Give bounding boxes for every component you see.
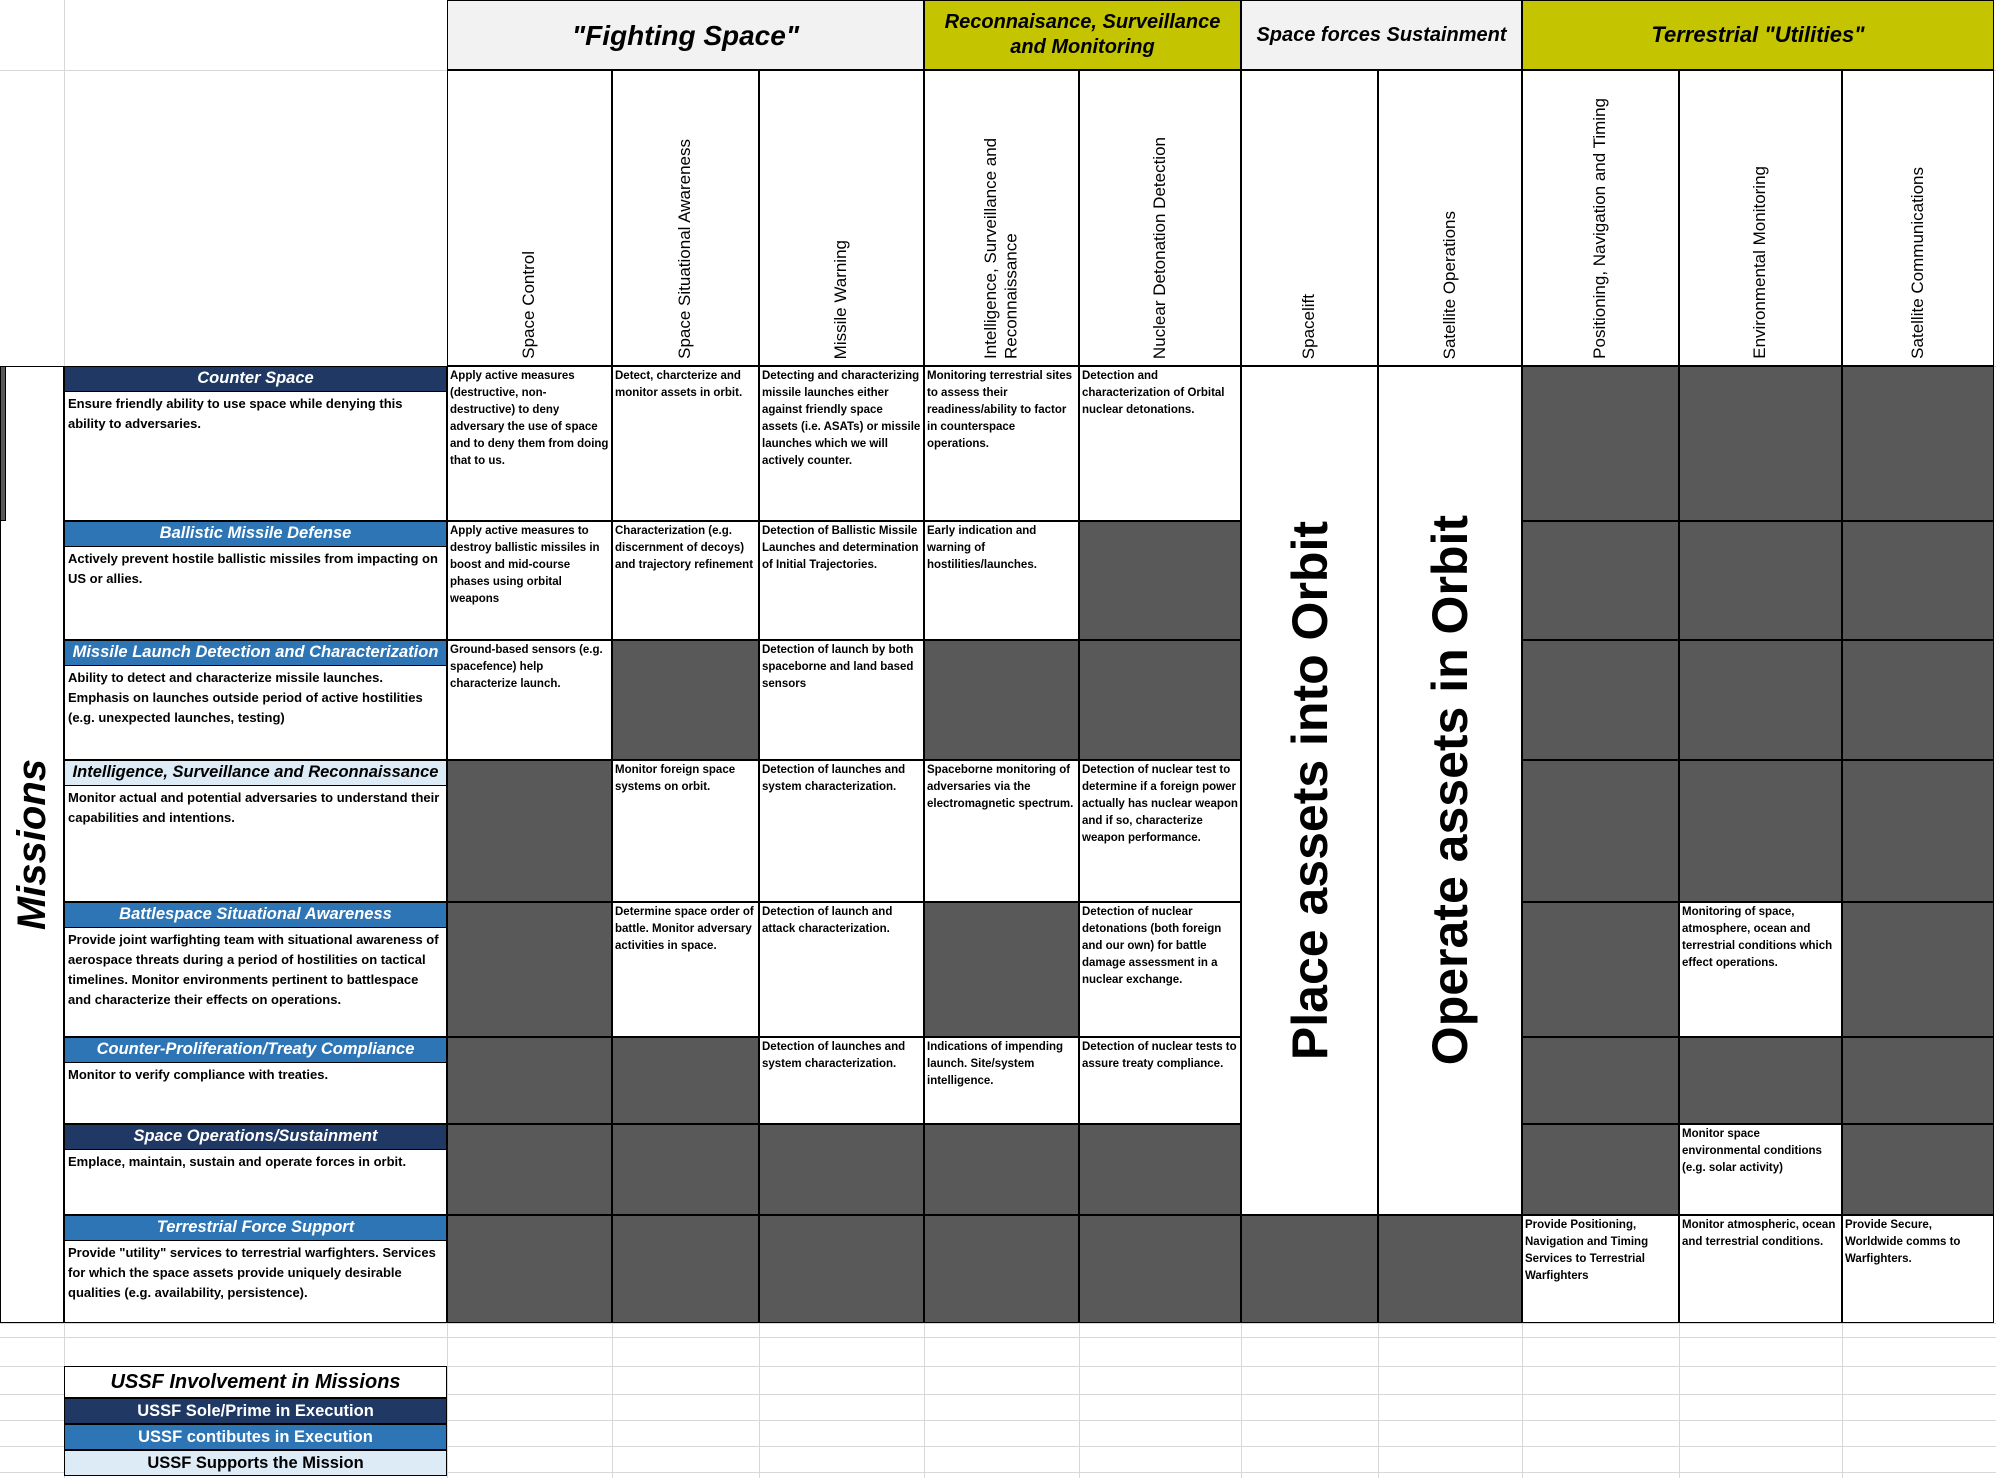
shaded-cell [1842,521,1994,640]
shaded-cell [924,902,1079,1037]
matrix-cell: Characterization (e.g. discernment of decoys) and trajectory refinement [612,521,759,640]
shaded-cell [1522,902,1679,1037]
mission-description: Monitor to verify compliance with treaties. [64,1063,447,1124]
column-header [1079,70,1241,366]
matrix-cell: Detection of launches and system characterization. [759,1037,924,1124]
matrix-cell: Detection of nuclear detonations (both foreign and our own) for battle damage assessment in a nuclear exchange. [1079,902,1241,1037]
mission-title: Ballistic Missile Defense [64,521,447,547]
matrix-cell: Detection of launches and system characterization. [759,760,924,902]
shaded-cell [1679,1037,1842,1124]
mission-title: Space Operations/Sustainment [64,1124,447,1150]
shaded-cell [612,1124,759,1215]
shaded-cell [1522,1037,1679,1124]
shaded-cell [1842,1037,1994,1124]
missions-label-text: Missions [9,758,54,931]
column-header [1842,70,1994,366]
mission-title: Counter-Proliferation/Treaty Compliance [64,1037,447,1063]
column-header [612,70,759,366]
matrix-cell: Detection of nuclear tests to assure treaty compliance. [1079,1037,1241,1124]
column-header [1378,70,1522,366]
matrix-cell: Detecting and characterizing missile launches either against friendly space assets (i.e. ASATs) or missile launches which we will actively counter. [759,366,924,521]
shaded-cell [924,1215,1079,1323]
mission-description: Monitor actual and potential adversaries to understand their capabilities and intentions. [64,786,447,902]
shaded-cell [1079,640,1241,760]
missions-label [0,366,64,1323]
mission-title: Terrestrial Force Support [64,1215,447,1241]
matrix-cell: Monitoring of space, atmosphere, ocean and terrestrial conditions which effect operations. [1679,902,1842,1037]
matrix-cell: Provide Positioning, Navigation and Timing Services to Terrestrial Warfighters [1522,1215,1679,1323]
group-header: "Fighting Space" [447,0,924,70]
span-label: Place assets into Orbit [1281,520,1338,1061]
shaded-cell [1522,760,1679,902]
shaded-cell [1679,640,1842,760]
shaded-cell [1842,640,1994,760]
spacelift-span [1241,366,1378,1215]
shaded-cell [759,1124,924,1215]
shaded-cell [612,1215,759,1323]
matrix-cell: Monitor space environmental conditions (e.g. solar activity) [1679,1124,1842,1215]
legend-item: USSF Sole/Prime in Execution [64,1398,447,1424]
legend-item: USSF Supports the Mission [64,1450,447,1476]
mission-title: Counter Space [64,366,447,392]
mission-description: Ensure friendly ability to use space while denying this ability to adversaries. [64,392,447,521]
mission-description: Actively prevent hostile ballistic missiles from impacting on US or allies. [64,547,447,640]
matrix-cell: Detection of Ballistic Missile Launches and determination of Initial Trajectories. [759,521,924,640]
gridline [0,1323,1996,1324]
shaded-cell [1679,366,1842,521]
matrix-cell: Monitoring terrestrial sites to assess their readiness/ability to factor in counterspace operations. [924,366,1079,521]
matrix-cell: Spaceborne monitoring of adversaries via the electromagnetic spectrum. [924,760,1079,902]
matrix-cell: Detection of nuclear test to determine if a foreign power actually has nuclear weapon and if so, characterize weapon performance. [1079,760,1241,902]
matrix-cell: Early indication and warning of hostilities/launches. [924,521,1079,640]
column-header-label: Positioning, Navigation and Timing [1590,98,1610,359]
shaded-cell [759,1215,924,1323]
matrix-cell: Ground-based sensors (e.g. spacefence) help characterize launch. [447,640,612,760]
mission-description: Emplace, maintain, sustain and operate forces in orbit. [64,1150,447,1215]
column-header-label: Nuclear Detonation Detection [1149,136,1169,359]
satellite-ops-span [1378,366,1522,1215]
column-header [759,70,924,366]
group-header: Terrestrial "Utilities" [1522,0,1994,70]
matrix-cell: Monitor foreign space systems on orbit. [612,760,759,902]
mission-description: Provide joint warfighting team with situational awareness of aerospace threats during a period of hostilities on tactical timelines. Monitor environments pertinent to battlespace and characterize their effects on operations. [64,928,447,1037]
shaded-cell [1842,366,1994,521]
legend-title: USSF Involvement in Missions [64,1366,447,1398]
mission-description: Ability to detect and characterize missile launches. Emphasis on launches outside period of active hostilities (e.g. unexpected launches, testing) [64,666,447,760]
shaded-cell [1241,1215,1378,1323]
column-header-label: Space Situational Awareness [675,139,695,359]
column-header-label: Missile Warning [831,239,851,359]
shaded-cell [1522,1124,1679,1215]
shaded-cell [447,1037,612,1124]
shaded-cell [924,640,1079,760]
column-header-label: Intelligence, Surveillance and Reconnaissance [981,137,1021,359]
shaded-cell [1079,521,1241,640]
legend-item: USSF contibutes in Execution [64,1424,447,1450]
column-header-label: Environmental Monitoring [1750,166,1770,359]
shaded-cell [1842,1124,1994,1215]
matrix-cell: Determine space order of battle. Monitor adversary activities in space. [612,902,759,1037]
gridline [0,1337,1996,1338]
matrix-cell: Detection of launch and attack characterization. [759,902,924,1037]
matrix-cell: Detection and characterization of Orbital nuclear detonations. [1079,366,1241,521]
shaded-cell [612,1037,759,1124]
column-header-label: Satellite Communications [1907,167,1927,359]
span-label: Operate assets in Orbit [1422,515,1478,1066]
mission-title: Intelligence, Surveillance and Reconnaissance [64,760,447,786]
shaded-cell [447,1124,612,1215]
matrix-cell: Apply active measures (destructive, non-destructive) to deny adversary the use of space and to deny them from doing that to us. [447,366,612,521]
matrix-cell: Apply active measures to destroy ballistic missiles in boost and mid-course phases using orbital weapons [447,521,612,640]
shaded-cell [1679,760,1842,902]
shaded-cell [0,366,6,521]
mission-title: Battlespace Situational Awareness [64,902,447,928]
column-header [1679,70,1842,366]
column-header-label: Space Control [519,251,539,359]
shaded-cell [1378,1215,1522,1323]
matrix-cell: Detection of launch by both spaceborne and land based sensors [759,640,924,760]
group-header: Space forces Sustainment [1241,0,1522,70]
shaded-cell [1079,1215,1241,1323]
shaded-cell [924,1124,1079,1215]
matrix-cell: Indications of impending launch. Site/system intelligence. [924,1037,1079,1124]
shaded-cell [1522,640,1679,760]
shaded-cell [1522,521,1679,640]
shaded-cell [1842,760,1994,902]
mission-title: Missile Launch Detection and Characterization [64,640,447,666]
shaded-cell [447,902,612,1037]
column-header [924,70,1079,366]
column-header [1522,70,1679,366]
matrix-cell: Provide Secure, Worldwide comms to Warfighters. [1842,1215,1994,1323]
column-header-label: Spacelift [1299,293,1319,359]
shaded-cell [1522,366,1679,521]
shaded-cell [1079,1124,1241,1215]
matrix-cell: Detect, charcterize and monitor assets in orbit. [612,366,759,521]
column-header [1241,70,1378,366]
column-header-label: Satellite Operations [1439,210,1459,359]
shaded-cell [612,640,759,760]
matrix-cell: Monitor atmospheric, ocean and terrestrial conditions. [1679,1215,1842,1323]
mission-description: Provide "utility" services to terrestrial warfighters. Services for which the space assets provide uniquely desirable qualities (e.g. availability, persistence). [64,1241,447,1323]
group-header: Reconnaisance, Surveillance and Monitoring [924,0,1241,70]
shaded-cell [1842,902,1994,1037]
shaded-cell [447,760,612,902]
column-header [447,70,612,366]
shaded-cell [447,1215,612,1323]
shaded-cell [1679,521,1842,640]
